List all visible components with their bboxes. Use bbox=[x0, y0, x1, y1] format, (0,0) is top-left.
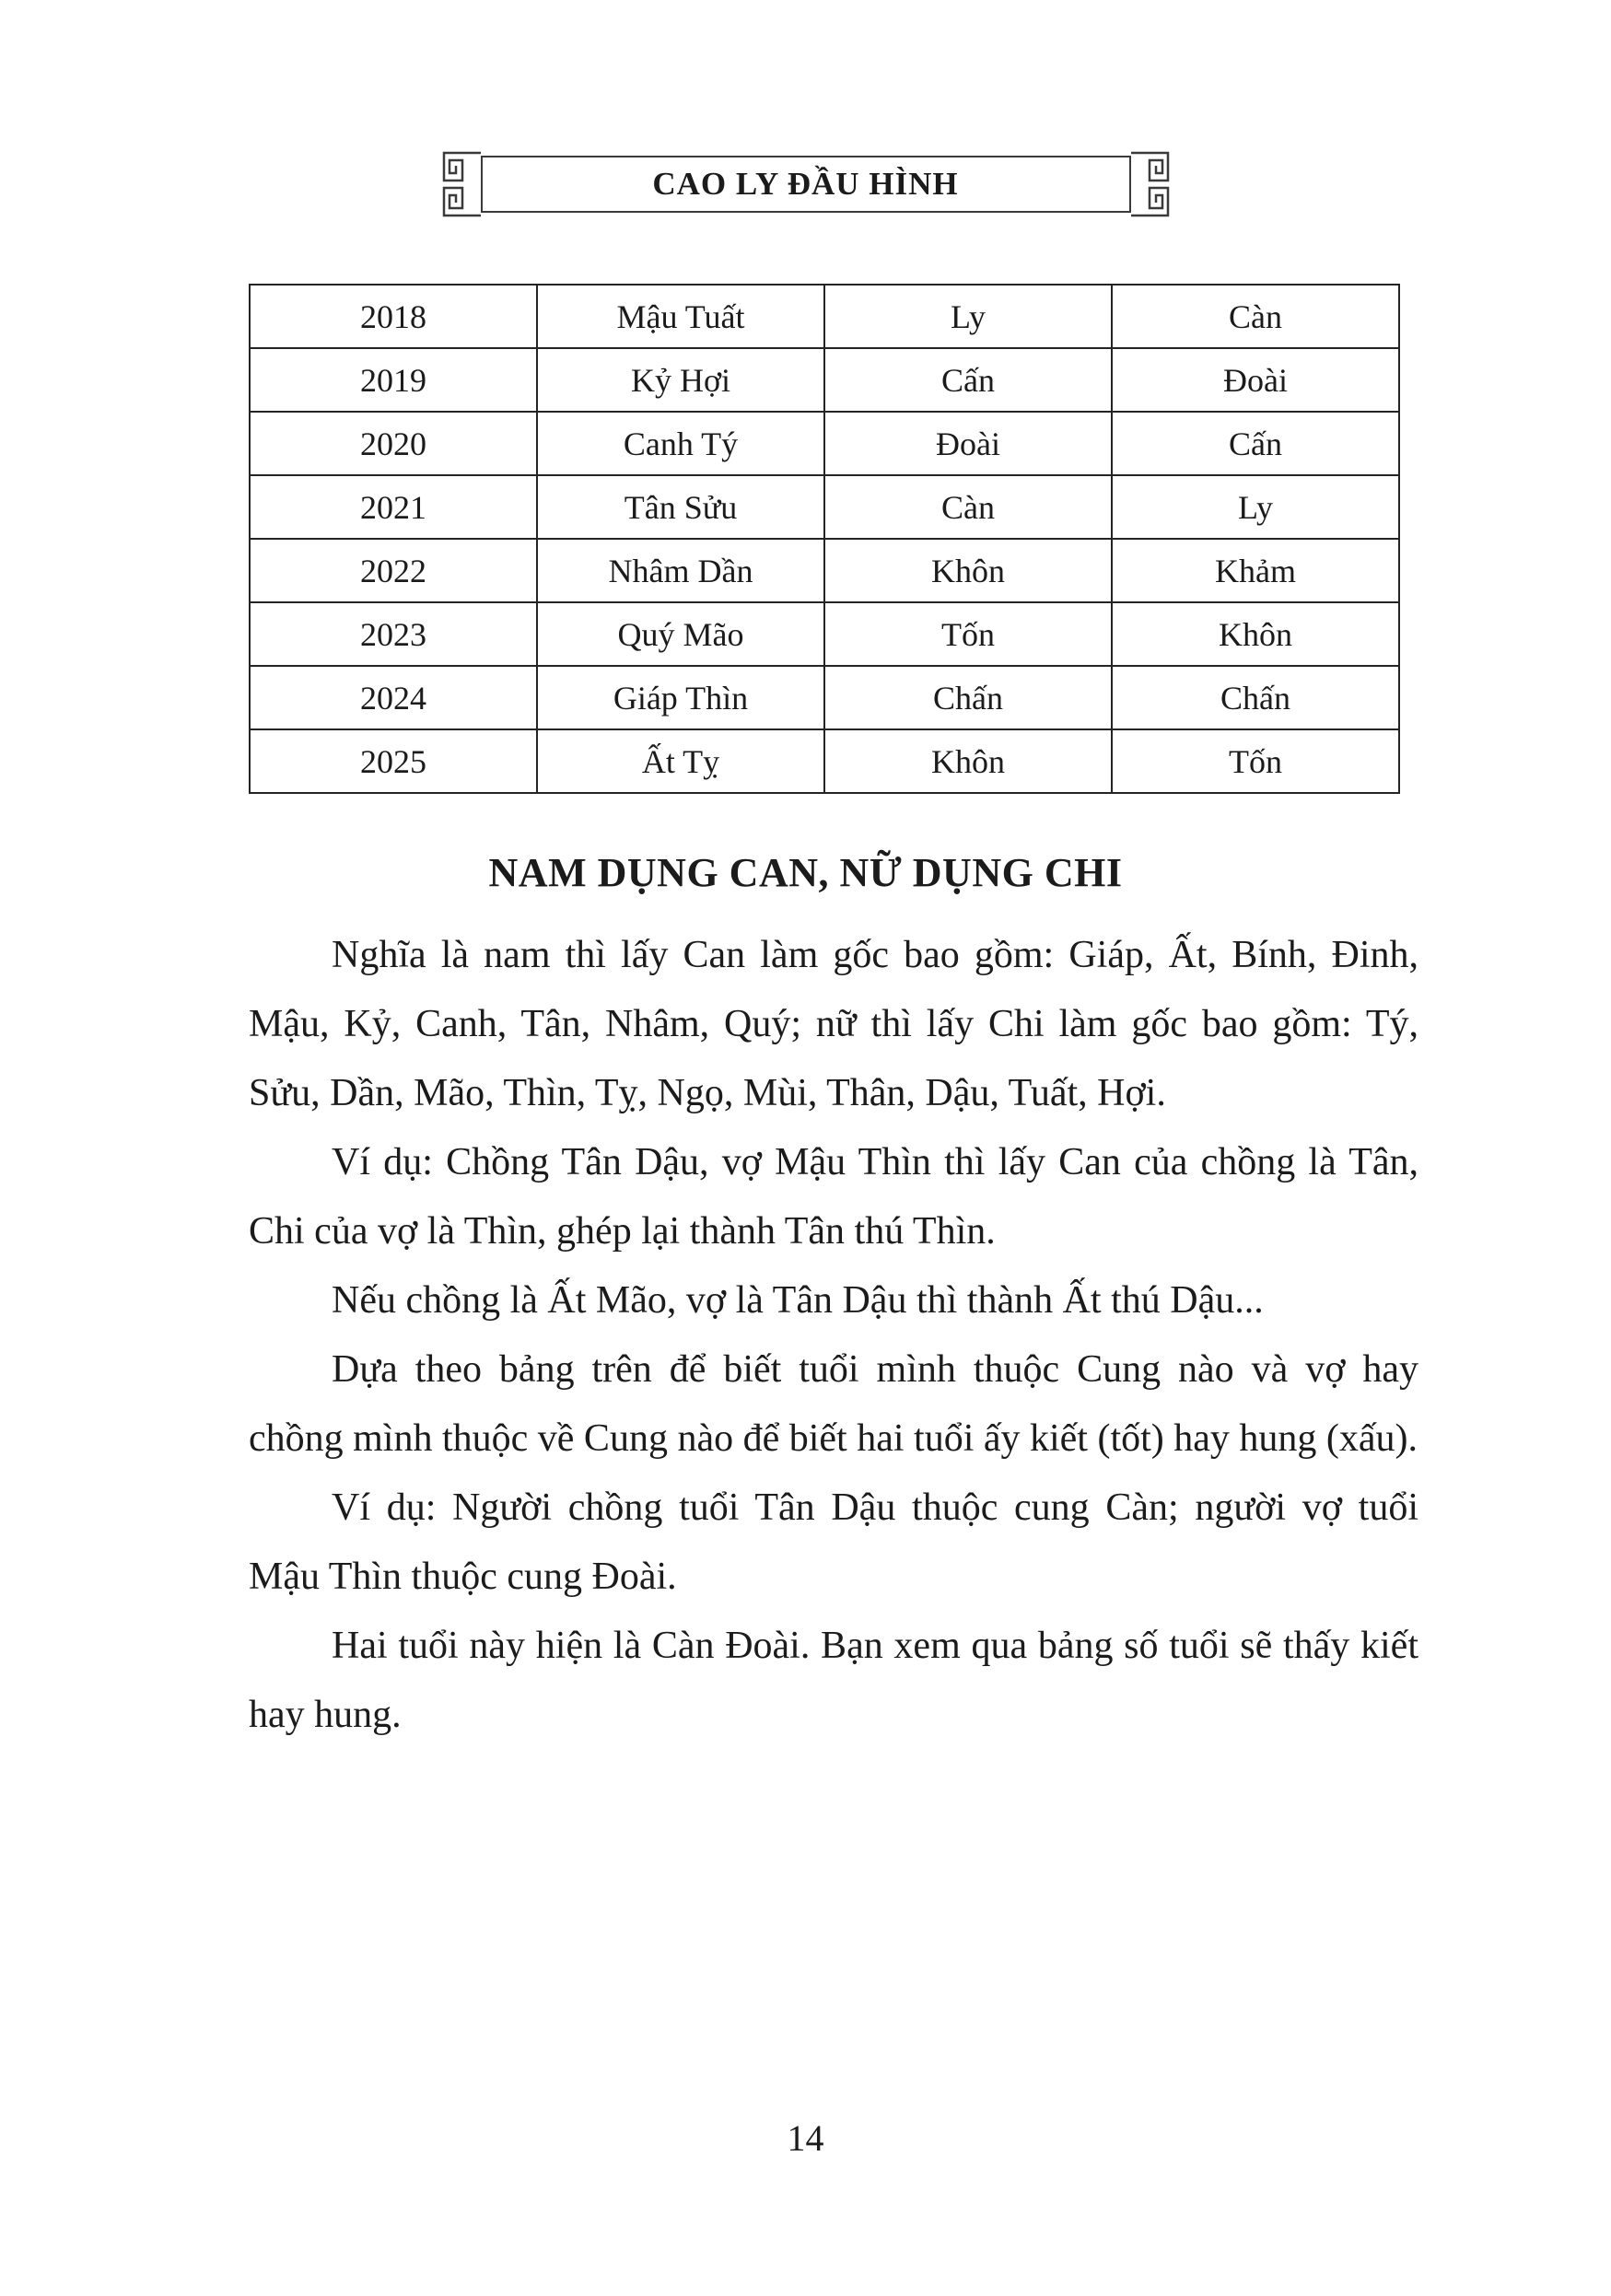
year-cell: 2024 bbox=[250, 666, 537, 729]
body-text bbox=[249, 921, 1418, 1750]
table-row bbox=[250, 539, 1399, 602]
chapter-title: CAO LY ĐẦU HÌNH bbox=[652, 166, 959, 202]
chapter-title-box bbox=[481, 156, 1131, 213]
paragraph: Nếu chồng là Ất Mão, vợ là Tân Dậu thì thành Ất thú Dậu... bbox=[332, 1279, 1264, 1322]
year-cell: 2023 bbox=[250, 602, 537, 666]
table-row bbox=[250, 412, 1399, 475]
cung-cell: Chấn bbox=[1112, 666, 1399, 729]
section-heading: NAM DỤNG CAN, NỮ DỤNG CHI bbox=[488, 850, 1123, 895]
cung-cell: Ly bbox=[1112, 475, 1399, 539]
canchi-cell: Mậu Tuất bbox=[537, 285, 824, 348]
page-number: 14 bbox=[787, 2117, 824, 2159]
year-cell: 2022 bbox=[250, 539, 537, 602]
cung-cell: Cấn bbox=[824, 348, 1112, 412]
cung-cell: Khảm bbox=[1112, 539, 1399, 602]
canchi-cell: Nhâm Dần bbox=[537, 539, 824, 602]
table-row bbox=[250, 348, 1399, 412]
cung-cell: Khôn bbox=[1112, 602, 1399, 666]
cung-cell: Càn bbox=[824, 475, 1112, 539]
year-cell: 2019 bbox=[250, 348, 537, 412]
cung-cell: Khôn bbox=[824, 729, 1112, 793]
greek-key-ornament-icon bbox=[1127, 149, 1177, 219]
year-cell: 2021 bbox=[250, 475, 537, 539]
greek-key-ornament-icon bbox=[435, 149, 484, 219]
year-cung-table bbox=[249, 284, 1400, 794]
cung-cell: Cấn bbox=[1112, 412, 1399, 475]
canchi-cell: Ất Tỵ bbox=[537, 729, 824, 793]
cung-cell: Càn bbox=[1112, 285, 1399, 348]
paragraph: Ví dụ: Chồng Tân Dậu, vợ Mậu Thìn thì lấy Can của chồng là Tân, Chi của vợ là Thìn, ghép lại thành Tân thú Thìn. bbox=[249, 1141, 1418, 1253]
cung-cell: Ly bbox=[824, 285, 1112, 348]
cung-cell: Đoài bbox=[824, 412, 1112, 475]
canchi-cell: Giáp Thìn bbox=[537, 666, 824, 729]
canchi-cell: Kỷ Hợi bbox=[537, 348, 824, 412]
cung-cell: Khôn bbox=[824, 539, 1112, 602]
paragraph: Ví dụ: Người chồng tuổi Tân Dậu thuộc cung Càn; người vợ tuổi Mậu Thìn thuộc cung Đoài. bbox=[249, 1486, 1418, 1598]
paragraph: Nghĩa là nam thì lấy Can làm gốc bao gồm: Giáp, Ất, Bính, Đinh, Mậu, Kỷ, Canh, Tân, Nhâm, Quý; nữ thì lấy Chi làm gốc bao gồm: Tý, Sửu, Dần, Mão, Thìn, Tỵ, Ngọ, Mùi, Thân, Dậu, Tuất, Hợi. bbox=[249, 934, 1418, 1114]
cung-cell: Chấn bbox=[824, 666, 1112, 729]
paragraph: Hai tuổi này hiện là Càn Đoài. Bạn xem qua bảng số tuổi sẽ thấy kiết hay hung. bbox=[249, 1625, 1418, 1736]
cung-cell: Tốn bbox=[1112, 729, 1399, 793]
table-row bbox=[250, 602, 1399, 666]
canchi-cell: Tân Sửu bbox=[537, 475, 824, 539]
paragraph: Dựa theo bảng trên để biết tuổi mình thuộc Cung nào và vợ hay chồng mình thuộc về Cung nào để biết hai tuổi ấy kiết (tốt) hay hung (xấu). bbox=[249, 1348, 1418, 1460]
cung-cell: Đoài bbox=[1112, 348, 1399, 412]
year-cell: 2020 bbox=[250, 412, 537, 475]
chapter-header-frame bbox=[433, 142, 1179, 227]
year-cell: 2018 bbox=[250, 285, 537, 348]
table-row bbox=[250, 729, 1399, 793]
canchi-cell: Canh Tý bbox=[537, 412, 824, 475]
year-cell: 2025 bbox=[250, 729, 537, 793]
table-row bbox=[250, 666, 1399, 729]
table-row bbox=[250, 475, 1399, 539]
cung-cell: Tốn bbox=[824, 602, 1112, 666]
canchi-cell: Quý Mão bbox=[537, 602, 824, 666]
table-row bbox=[250, 285, 1399, 348]
